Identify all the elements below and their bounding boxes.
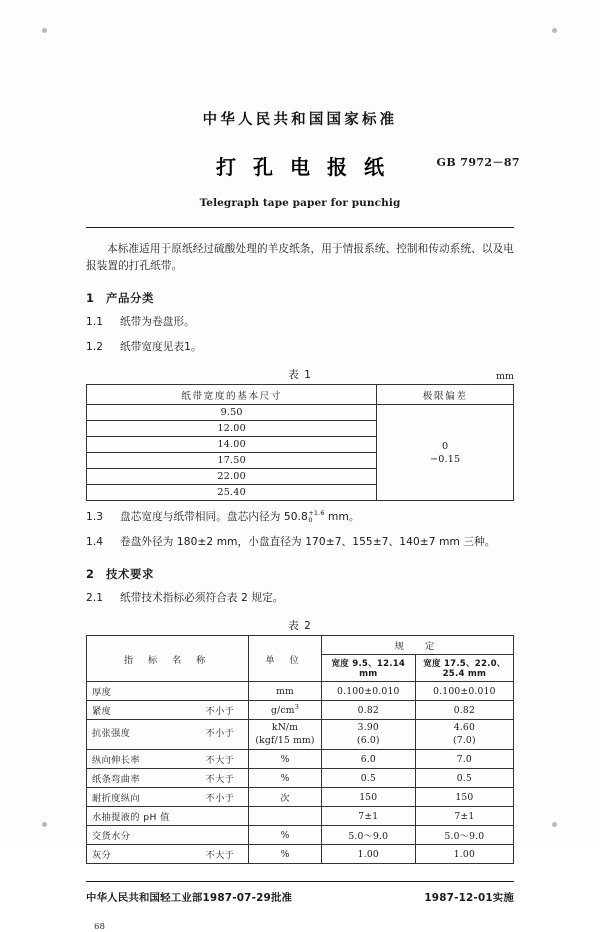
table-row (87, 845, 514, 864)
table-2-value-col1 (321, 788, 415, 807)
table-1-tolerance-cell (377, 405, 514, 501)
table-2-value-col1 (321, 807, 415, 826)
clause-2-1-number: 2.1 (86, 592, 104, 604)
unit-line: % (280, 772, 290, 784)
table-1-width-value: 14.00 (87, 437, 377, 453)
tolerance-lower: −0.15 (429, 453, 461, 465)
clause-1-2-number: 1.2 (86, 341, 104, 353)
table-2-unit-cell (249, 826, 322, 845)
clause-1-3-number: 1.3 (86, 511, 104, 523)
unit-line: % (280, 848, 290, 860)
table-row (87, 682, 514, 701)
table-1-unit-label: mm (495, 371, 514, 382)
value-line: 5.0～9.0 (444, 831, 485, 842)
registration-mark-top-left (42, 28, 47, 33)
clause-1-1-number: 1.1 (86, 316, 104, 328)
value-line: 0.5 (360, 772, 376, 784)
table-2-indicator-name (87, 769, 249, 788)
table-1-width-value: 25.40 (87, 485, 377, 501)
table-row (87, 769, 514, 788)
footer-implementation: 1987-12-01实施 (424, 892, 514, 904)
table-2-unit-cell (249, 807, 322, 826)
clause-1-4-text: 卷盘外径为 180±2 mm，小盘直径为 170±7、155±7、140±7 mm 三种。 (120, 536, 496, 548)
table-2-value-col1 (321, 750, 415, 769)
table-row (87, 807, 514, 826)
section-1-title: 产品分类 (106, 291, 154, 305)
standard-code: GB 7972－87 (436, 156, 520, 169)
clause-1-3 (86, 509, 514, 526)
table-2-value-col2 (415, 788, 513, 807)
table-row (87, 405, 514, 421)
registration-mark-bottom-left (42, 822, 47, 827)
table-2-header-unit: 单 位 (249, 636, 322, 682)
value-line: 1.00 (453, 848, 476, 860)
table-2-body (87, 682, 514, 864)
indicator-label: 抗张强度 (92, 728, 131, 740)
table-row (87, 788, 514, 807)
indicator-label: 纸条弯曲率 (92, 774, 140, 785)
scope-paragraph: 本标准适用于原纸经过硫酸处理的羊皮纸条，用于情报系统、控制和传动系统、以及电报装置的打孔纸带。 (86, 243, 514, 272)
table-2-indicator-name (87, 807, 249, 826)
table-2-unit-cell (249, 750, 322, 769)
clause-1-3-text-after: mm。 (324, 511, 360, 523)
clause-1-1-text: 纸带为卷盘形。 (120, 316, 195, 328)
unit-line: 次 (280, 793, 290, 804)
unit-line: (kgf/15 mm) (255, 734, 315, 746)
footer-approval: 中华人民共和国轻工业部1987-07-29批准 (86, 892, 293, 904)
table-2-header-spec-col2: 宽度 17.5、22.0、25.4 mm (415, 655, 513, 682)
tolerance-lower-value: 0 (308, 516, 313, 524)
table-2-value-col1 (321, 701, 415, 720)
table-2-header-indicator: 指 标 名 称 (87, 636, 249, 682)
clause-2-1 (86, 590, 514, 607)
clause-1-1 (86, 314, 514, 331)
table-2-unit-cell (249, 720, 322, 750)
section-2-number: 2 (86, 567, 95, 581)
standard-organization: 中华人民共和国国家标准 (202, 112, 398, 128)
value-line: 0.82 (453, 704, 476, 716)
header-divider (86, 227, 514, 228)
unit-line: % (280, 829, 290, 841)
table-2-header-spec-col1: 宽度 9.5、12.14 mm (321, 655, 415, 682)
title-row (86, 151, 520, 181)
table-2 (86, 635, 514, 864)
unit-line: kN/m (271, 722, 299, 733)
table-2-header-spec: 规 定 (321, 636, 513, 655)
value-line: 0.100±0.010 (433, 685, 496, 697)
table-2-value-col2 (415, 701, 513, 720)
document-title-english: Telegraph tape paper for punchig (199, 197, 401, 209)
unit-superscript: 3 (294, 703, 300, 712)
table-2-indicator-name (87, 845, 249, 864)
table-2-value-col2 (415, 826, 513, 845)
table-2-indicator-name (87, 826, 249, 845)
table-2-unit-cell (249, 788, 322, 807)
value-line: 4.60 (453, 722, 476, 733)
table-2-unit-cell (249, 845, 322, 864)
table-2-indicator-name (87, 682, 249, 701)
unit-line: % (280, 753, 290, 765)
table-2-indicator-name (87, 720, 249, 750)
value-line: 7±1 (454, 810, 475, 822)
table-row (87, 750, 514, 769)
table-1-header-row (87, 385, 514, 405)
table-2-value-col2 (415, 845, 513, 864)
table-2-indicator-name (87, 701, 249, 720)
table-1-header-tolerance: 极限偏差 (377, 385, 514, 405)
footer (86, 889, 514, 904)
table-2-unit-cell (249, 682, 322, 701)
table-2-unit-cell (249, 769, 322, 788)
value-line: 0.100±0.010 (337, 685, 400, 697)
table-1-width-value: 22.00 (87, 469, 377, 485)
clause-1-3-tolerance (308, 510, 324, 524)
value-line: (7.0) (452, 734, 476, 746)
value-line: 5.0～9.0 (348, 831, 389, 842)
table-1-width-value: 17.50 (87, 453, 377, 469)
indicator-label: 纵向伸长率 (92, 755, 140, 766)
indicator-label: 耐折度纵向 (92, 793, 140, 804)
value-line: 3.90 (357, 722, 379, 733)
section-1-heading (86, 290, 514, 306)
indicator-qualifier: 不小于 (205, 728, 235, 740)
clause-1-2-text: 纸带宽度见表1。 (120, 341, 202, 353)
value-line: 1.00 (357, 848, 379, 860)
value-line: 7±1 (358, 810, 379, 822)
value-line: (6.0) (356, 734, 380, 746)
registration-mark-bottom-right (552, 822, 557, 827)
page-number: 68 (94, 922, 105, 932)
table-2-value-col2 (415, 750, 513, 769)
clause-2-1-text: 纸带技术指标必须符合表 2 规定。 (120, 592, 284, 604)
indicator-qualifier: 不小于 (205, 793, 235, 804)
table-1-header-size: 纸带宽度的基本尺寸 (87, 385, 377, 405)
clause-1-4 (86, 534, 514, 551)
table-row (87, 701, 514, 720)
table-1-head (87, 385, 514, 405)
table-1-width-value: 9.50 (87, 405, 377, 421)
table-2-value-col2 (415, 720, 513, 750)
unit-line: mm (276, 685, 294, 697)
clause-1-2 (86, 339, 514, 356)
indicator-label: 紧度 (92, 706, 112, 717)
document-title: 打孔电报纸 (216, 155, 401, 179)
table-2-unit-cell (249, 701, 322, 720)
table-1-body (87, 405, 514, 501)
indicator-label: 交货水分 (92, 831, 131, 842)
table-2-indicator-name (87, 788, 249, 807)
tolerance-upper-value: +1.6 (308, 509, 325, 517)
value-line: 150 (359, 791, 378, 803)
table-2-header-row-main (87, 636, 514, 655)
indicator-label: 厚度 (92, 687, 112, 698)
table-2-value-col1 (321, 845, 415, 864)
value-line: 6.0 (360, 753, 376, 765)
registration-mark-top-right (552, 28, 557, 33)
table-2-value-col1 (321, 769, 415, 788)
section-2-title: 技术要求 (106, 567, 154, 581)
indicator-qualifier: 不大于 (205, 755, 235, 766)
section-1-number: 1 (86, 291, 95, 305)
clause-1-4-number: 1.4 (86, 536, 104, 548)
indicator-qualifier: 不小于 (205, 706, 235, 717)
value-line: 0.82 (357, 704, 379, 716)
footer-divider (86, 881, 514, 882)
indicator-label: 水抽提液的 pH 值 (92, 812, 170, 823)
table-2-value-col1 (321, 826, 415, 845)
value-line: 0.5 (456, 772, 472, 784)
unit-line: $g/cm^3$ (271, 703, 300, 717)
table-2-value-col2 (415, 769, 513, 788)
clause-1-3-text-before: 盘芯宽度与纸带相同。盘芯内径为 50.8 (120, 511, 308, 523)
table-2-head (87, 636, 514, 682)
value-line: 7.0 (456, 753, 472, 765)
table-2-value-col2 (415, 807, 513, 826)
indicator-label: 灰分 (92, 850, 112, 861)
table-2-caption: 表 2 (288, 620, 312, 632)
table-2-value-col2 (415, 682, 513, 701)
table-row (87, 720, 514, 750)
indicator-qualifier: 不大于 (205, 774, 235, 785)
table-row (87, 826, 514, 845)
table-2-indicator-name (87, 750, 249, 769)
document-content (86, 0, 520, 932)
table-1 (86, 384, 514, 501)
tolerance-upper: 0 (442, 440, 449, 452)
indicator-qualifier: 不大于 (205, 850, 235, 861)
section-2-heading (86, 566, 514, 582)
table-2-value-col1 (321, 720, 415, 750)
table-1-width-value: 12.00 (87, 421, 377, 437)
table-2-value-col1 (321, 682, 415, 701)
table-1-caption: 表 1 (288, 369, 312, 381)
value-line: 150 (455, 791, 474, 803)
